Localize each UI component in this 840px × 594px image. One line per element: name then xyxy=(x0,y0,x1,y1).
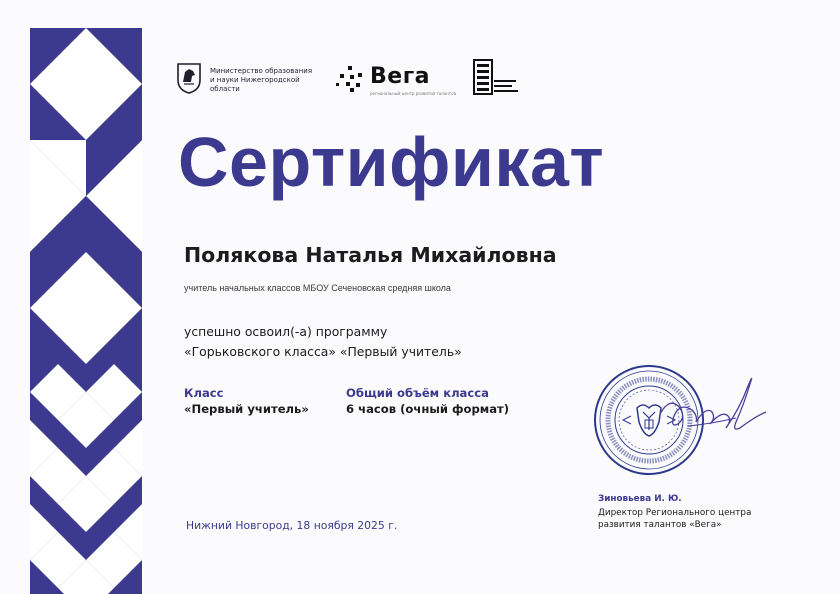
dots-logo-icon xyxy=(336,66,368,92)
ministry-line-1: Министерство образования xyxy=(210,67,313,75)
signer-title-line-1: Директор Регионального центра xyxy=(598,508,752,518)
geometric-pattern xyxy=(30,28,142,594)
logos-row xyxy=(176,58,576,102)
ministry-line-3: области xyxy=(210,85,240,93)
volume-block xyxy=(346,385,509,417)
volume-value: 6 часов (очный формат) xyxy=(346,402,510,416)
signer-title-line-2: развития талантов «Вега» xyxy=(598,520,722,530)
program-line-2: «Горьковского класса» «Первый учитель» xyxy=(184,344,462,359)
class-label: Класс xyxy=(184,386,224,400)
volume-label: Общий объём класса xyxy=(346,386,489,400)
signer-name: Зиновьева И. Ю. xyxy=(598,494,682,504)
class-block xyxy=(184,385,309,417)
city-date: Нижний Новгород, 18 ноября 2025 г. xyxy=(186,519,398,532)
class-value: «Первый учитель» xyxy=(184,402,309,416)
recipient-position: учитель начальных классов МБОУ Сеченовская средняя школа xyxy=(184,283,451,293)
program-line-1: успешно освоил(-а) программу xyxy=(184,324,388,339)
ministry-logo xyxy=(176,58,316,102)
gorky-class-logo-icon xyxy=(472,58,522,98)
coat-of-arms-icon xyxy=(176,62,202,94)
ministry-line-2: и науки Нижегородской xyxy=(210,76,300,84)
vega-logo xyxy=(336,64,456,98)
vega-name: Вега xyxy=(370,64,431,89)
program-text xyxy=(184,322,462,362)
signer-block xyxy=(598,493,751,531)
director-signature xyxy=(640,366,770,446)
certificate-title: Сертификат xyxy=(178,123,605,201)
recipient-name: Полякова Наталья Михайловна xyxy=(184,243,557,267)
vega-subtitle: региональный центр развития талантов xyxy=(370,91,456,96)
